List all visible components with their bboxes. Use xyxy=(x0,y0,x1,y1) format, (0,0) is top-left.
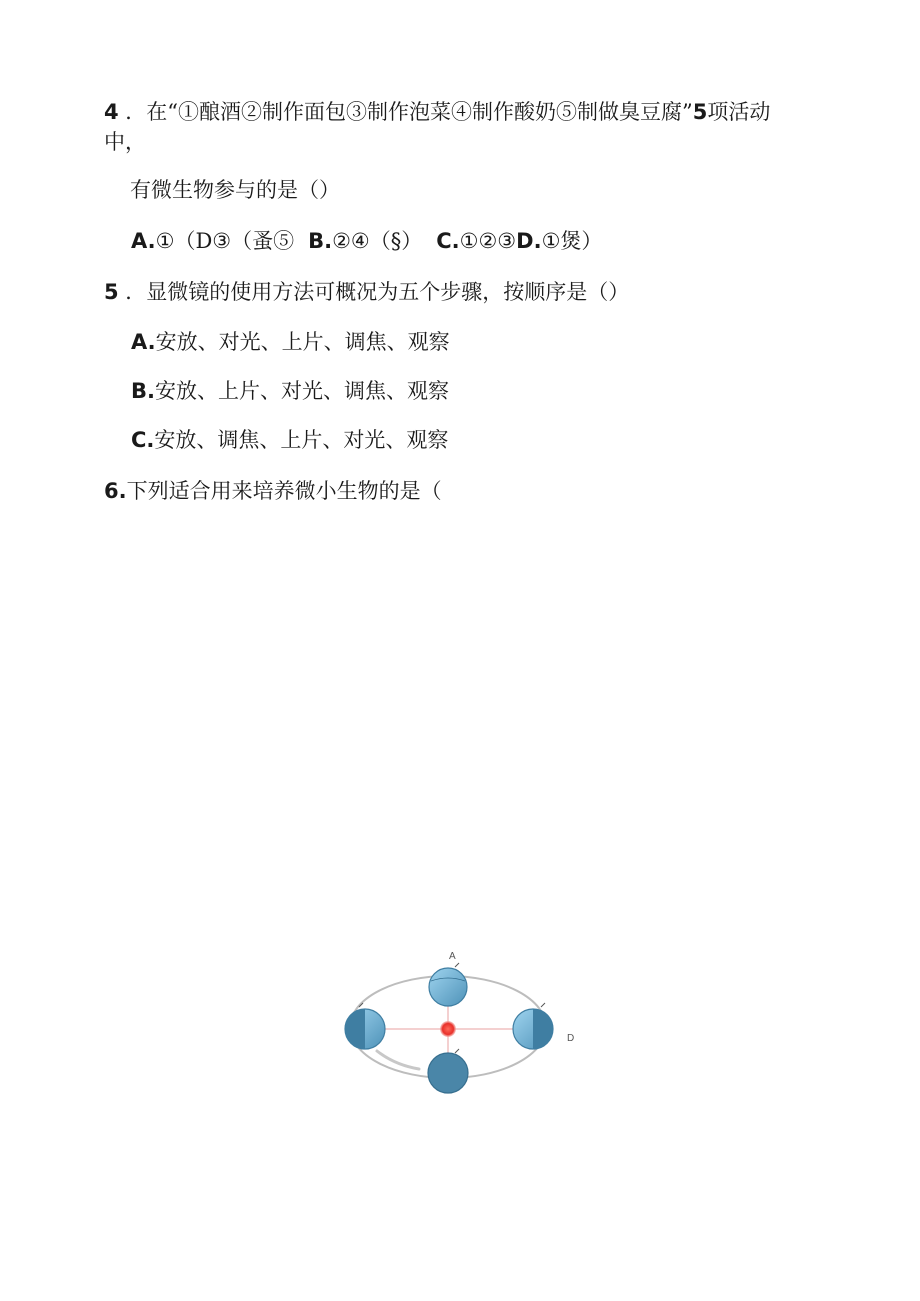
q5-text: ．显微镜的使用方法可概况为五个步骤，按顺序是（） xyxy=(118,280,630,304)
q5-option-a-text: 安放、对光、上片、调焦、观察 xyxy=(155,330,450,354)
q4-option-b-text: ②④（§） xyxy=(332,229,423,253)
q4-option-c-text: ①②③ xyxy=(459,229,517,253)
earth-icon-bottom xyxy=(428,1049,468,1093)
label-a: A xyxy=(449,951,456,962)
q4-count: 5 xyxy=(692,100,708,124)
q4-option-d-label: D. xyxy=(516,229,542,253)
q6-text: 下列适合用来培养微小生物的是（ xyxy=(126,479,442,503)
q4-option-c-label: C. xyxy=(436,229,460,253)
q4-option-d-text: ①煲） xyxy=(541,229,603,253)
q5-option-a-label: A. xyxy=(131,330,156,354)
q5-line xyxy=(104,278,629,306)
earth-icon-top xyxy=(429,963,467,1006)
q4-number: 4 xyxy=(104,100,119,124)
q5-option-c-text: 安放、调焦、上片、对光、观察 xyxy=(154,428,449,452)
q4-prompt: 有微生物参与的是（） xyxy=(130,178,340,202)
q5-option-b xyxy=(131,377,449,405)
q5-option-c-label: C. xyxy=(131,428,155,452)
q5-option-b-text: 安放、上片、对光、调焦、观察 xyxy=(154,379,449,403)
q4-text: ．在“①酿酒②制作面包③制作泡菜④制作酸奶⑤制做臭豆腐” xyxy=(118,100,693,124)
q5-number: 5 xyxy=(104,280,119,304)
q4-option-b-label: B. xyxy=(308,229,333,253)
q6-number: 6. xyxy=(104,479,127,503)
q4-line xyxy=(104,98,770,126)
q5-option-c xyxy=(131,426,448,454)
q4-text-end: 项活动 xyxy=(707,100,771,124)
earth-orbit-diagram xyxy=(335,945,585,1095)
q6-line xyxy=(104,477,442,505)
q4-options xyxy=(131,227,602,255)
q4-option-a-text: ①（D③（蚤⑤ xyxy=(155,229,295,253)
q4-option-a-label: A. xyxy=(131,229,156,253)
sun-icon xyxy=(440,1021,456,1037)
earth-icon-left xyxy=(345,1003,385,1049)
earth-icon-right xyxy=(513,1003,553,1049)
label-d: D xyxy=(567,1033,575,1044)
q5-option-a xyxy=(131,328,450,356)
q4-continuation: 中， xyxy=(104,130,146,154)
q5-option-b-label: B. xyxy=(131,379,155,403)
